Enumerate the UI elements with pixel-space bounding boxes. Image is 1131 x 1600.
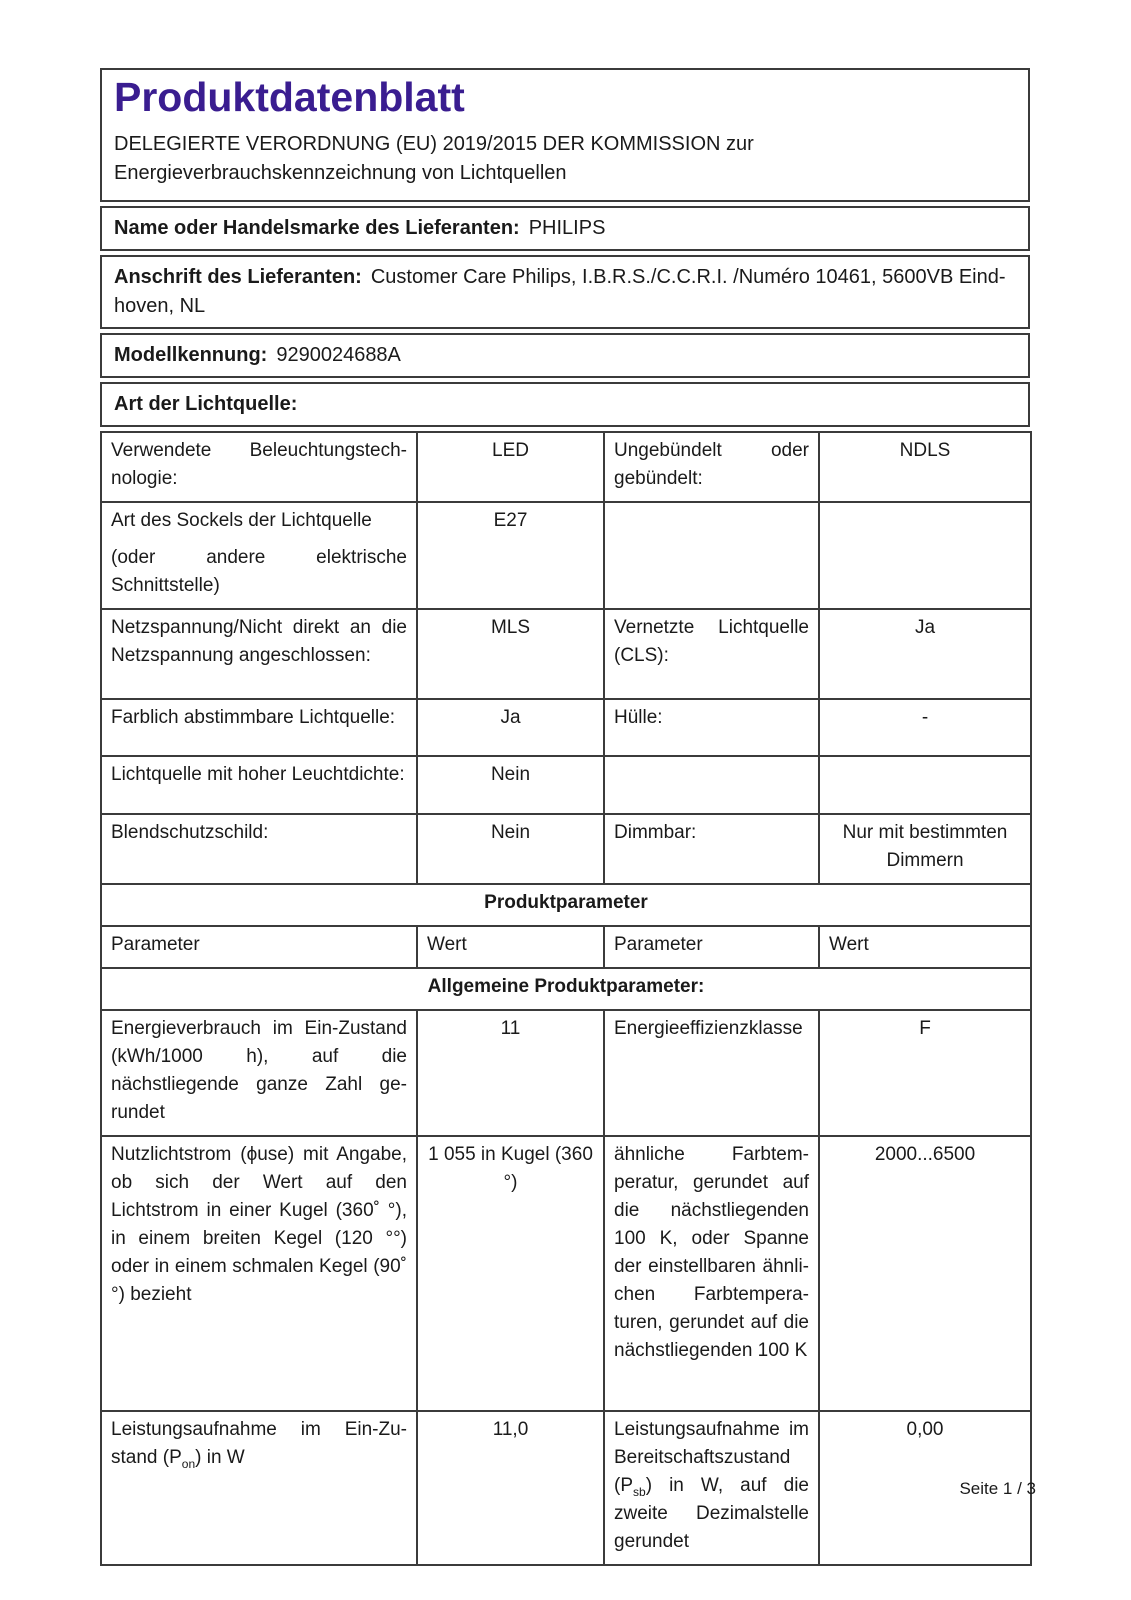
param-label-cell: Netzspannung/Nicht direkt an die Netzspannung angeschlossen: bbox=[101, 609, 417, 699]
param-label-cell: Verwendete Beleuchtungstechnologie: bbox=[101, 432, 417, 502]
model-box bbox=[100, 333, 1030, 378]
param-label-cell: Farblich abstimmbare Lichtquelle: bbox=[101, 699, 417, 756]
table-row bbox=[101, 1010, 1031, 1136]
model-label: Modellkennung: bbox=[114, 344, 268, 367]
table-row bbox=[101, 1136, 1031, 1411]
power-on-label-post: ) in W bbox=[195, 1447, 245, 1469]
standby-power-label-pre: Leistungsaufnahme im Bereitschaftszustand (P bbox=[614, 1419, 809, 1497]
section-title: Produktparameter bbox=[101, 884, 1031, 926]
param-value-cell: Nur mit bestimmten Dimmern bbox=[819, 814, 1031, 884]
supplier-name-box bbox=[100, 206, 1030, 251]
socket-label-line2: (oder andere elektrische Schnittstelle) bbox=[111, 547, 407, 597]
param-label-cell bbox=[604, 756, 819, 814]
param-value-cell: NDLS bbox=[819, 432, 1031, 502]
param-label-cell bbox=[101, 502, 417, 609]
table-row bbox=[101, 432, 1031, 502]
table-row bbox=[101, 699, 1031, 756]
param-value-cell: Ja bbox=[417, 699, 604, 756]
param-value-cell: Nein bbox=[417, 814, 604, 884]
table-row bbox=[101, 502, 1031, 609]
param-value-cell: 11 bbox=[417, 1010, 604, 1136]
header-box bbox=[100, 68, 1030, 202]
param-value-cell: 1 055 in Kugel (360 °) bbox=[417, 1136, 604, 1411]
param-label-cell: Nutzlichtstrom (ϕuse) mit Angabe, ob sich der Wert auf den Lichtstrom in einer Kugel (360˚ °), in einem breiten Kegel (120 °°) oder in einem schmalen Kegel (90˚ °) bezieht bbox=[101, 1136, 417, 1411]
table-row bbox=[101, 814, 1031, 884]
param-value-cell: - bbox=[819, 699, 1031, 756]
param-value-cell bbox=[819, 502, 1031, 609]
table-row bbox=[101, 756, 1031, 814]
param-label-cell: Ungebündelt oder gebündelt: bbox=[604, 432, 819, 502]
param-label-cell: Blendschutzschild: bbox=[101, 814, 417, 884]
section-band-row bbox=[101, 884, 1031, 926]
param-value-cell: F bbox=[819, 1010, 1031, 1136]
param-value-cell: Ja bbox=[819, 609, 1031, 699]
param-label-cell: ähnliche Farbtemperatur, gerundet auf die nächstliegenden 100 K, oder Spanne der einstellbaren ähnlichen Farbtemperaturen, gerundet auf die nächstliegenden 100 K bbox=[604, 1136, 819, 1411]
page-title: Produktdatenblatt bbox=[114, 74, 465, 120]
column-header: Wert bbox=[819, 926, 1031, 968]
standby-power-label-post: ) in W, auf die zweite Dezimalstelle gerundet bbox=[614, 1475, 809, 1553]
param-label-cell bbox=[604, 502, 819, 609]
section-band-row bbox=[101, 968, 1031, 1010]
regulation-subtitle: DELEGIERTE VERORDNUNG (EU) 2019/2015 DER KOMMISSION zur Energieverbrauchskennzeichnung von Lichtquellen bbox=[114, 133, 754, 185]
param-value-cell: E27 bbox=[417, 502, 604, 609]
param-label-cell: Vernetzte Lichtquelle (CLS): bbox=[604, 609, 819, 699]
param-value-cell: 11,0 bbox=[417, 1411, 604, 1565]
param-value-cell: 0,00 bbox=[819, 1411, 1031, 1565]
param-value-cell: MLS bbox=[417, 609, 604, 699]
table-row bbox=[101, 609, 1031, 699]
param-value-cell bbox=[819, 756, 1031, 814]
model-value: 9290024688A bbox=[276, 344, 401, 367]
param-label-cell: Lichtquelle mit hoher Leuchtdichte: bbox=[101, 756, 417, 814]
socket-label-line1: Art des Sockels der Lichtquelle bbox=[111, 510, 372, 532]
supplier-address-box bbox=[100, 255, 1030, 329]
param-label-cell: Energieeffizienzklasse bbox=[604, 1010, 819, 1136]
param-value-cell: LED bbox=[417, 432, 604, 502]
column-header: Wert bbox=[417, 926, 604, 968]
param-label-cell: Hülle: bbox=[604, 699, 819, 756]
column-header: Parameter bbox=[604, 926, 819, 968]
supplier-address-label: Anschrift des Lieferanten: bbox=[114, 266, 362, 289]
light-source-heading-box bbox=[100, 382, 1030, 427]
standby-power-subscript: sb bbox=[633, 1485, 646, 1500]
power-on-subscript: on bbox=[181, 1457, 196, 1472]
light-source-heading: Art der Lichtquelle: bbox=[114, 393, 298, 416]
param-value-cell: 2000...6500 bbox=[819, 1136, 1031, 1411]
page-number: Seite 1 / 3 bbox=[959, 1479, 1036, 1498]
column-header: Parameter bbox=[101, 926, 417, 968]
power-on-label-pre: Leistungsaufnahme im Ein-Zustand (P bbox=[111, 1419, 407, 1469]
param-value-cell: Nein bbox=[417, 756, 604, 814]
subsection-title: Allgemeine Produktparameter: bbox=[101, 968, 1031, 1010]
supplier-name-value: PHILIPS bbox=[528, 217, 606, 240]
supplier-address-value: Customer Care Philips, I.B.R.S./C.C.R.I. /Numéro 10461, 5600VB Eindhoven, NL bbox=[114, 266, 1006, 318]
supplier-name-label: Name oder Handelsmarke des Lieferanten: bbox=[114, 217, 520, 240]
datasheet-content bbox=[100, 68, 1030, 1566]
param-label-cell: Dimmbar: bbox=[604, 814, 819, 884]
product-data-table bbox=[100, 431, 1032, 1566]
param-label-cell: Energieverbrauch im Ein-Zustand (kWh/1000 h), auf die nächstliegende ganze Zahl gerundet bbox=[101, 1010, 417, 1136]
column-header-row bbox=[101, 926, 1031, 968]
